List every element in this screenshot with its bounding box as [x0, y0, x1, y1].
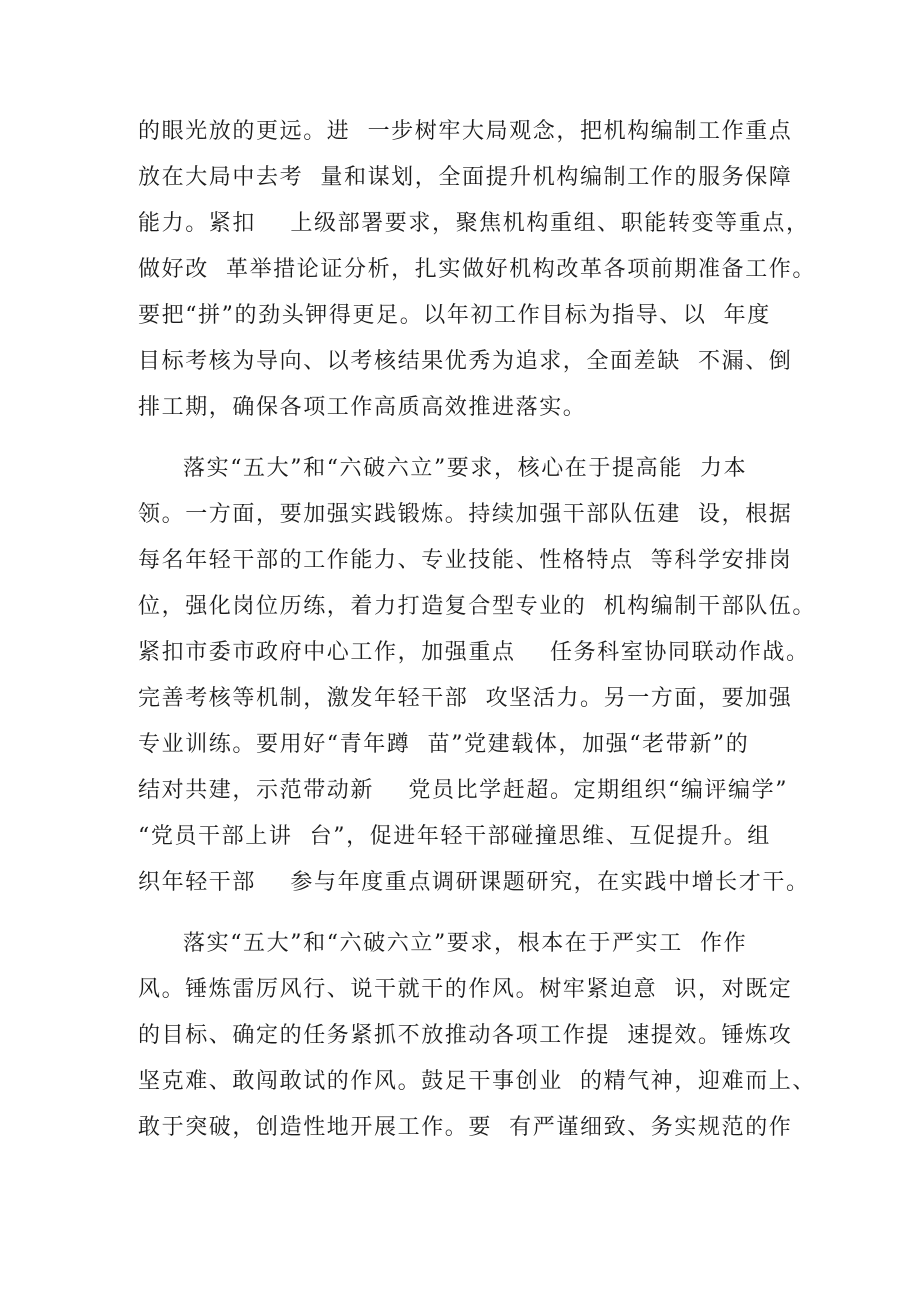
paragraph-1-line-4: 做好改 革举措论证分析，扎实做好机构改革各项前期准备工作。	[138, 257, 816, 282]
paragraph-3-line-4: 坚克难、敢闯敢试的作风。鼓足干事创业 的精气神，迎难而上、	[138, 1069, 816, 1094]
paragraph-2-line-6: 完善考核等机制，激发年轻干部 攻坚活力。另一方面，要加强	[138, 686, 793, 711]
paragraph-3-line-2: 风。锤炼雷厉风行、说干就干的作风。树牢紧迫意 识，对既定	[138, 977, 793, 1002]
paragraph-1-line-1: 的眼光放的更远。进 一步树牢大局观念，把机构编制工作重点	[138, 119, 793, 144]
paragraph-2-line-1: 落实“五大”和“六破六立”要求，核心在于提高能 力本	[183, 456, 748, 481]
paragraph-2-line-9: “党员干部上讲 台”，促进年轻干部碰撞思维、互促提升。组	[138, 824, 771, 849]
paragraph-1-line-2: 放在大局中去考 量和谋划，全面提升机构编制工作的服务保障	[138, 165, 793, 190]
paragraph-1-line-3: 能力。紧扣 上级部署要求，聚焦机构重组、职能转变等重点，	[138, 211, 810, 236]
paragraph-1-line-7: 排工期，确保各项工作高质高效推进落实。	[138, 395, 587, 420]
paragraph-2-line-3: 每名年轻干部的工作能力、专业技能、性格特点 等科学安排岗	[138, 548, 793, 573]
paragraph-1-line-5: 要把“拼”的劲头钾得更足。以年初工作目标为指导、以 年度	[138, 303, 771, 328]
paragraph-3-line-1: 落实“五大”和“六破六立”要求，根本在于严实工 作作	[183, 931, 748, 956]
paragraph-2-line-4: 位，强化岗位历练，着力打造复合型专业的 机构编制干部队伍。	[138, 594, 816, 619]
paragraph-2-line-7: 专业训练。要用好“青年蹲 苗”党建载体，加强“老带新”的	[138, 732, 750, 757]
paragraph-3-line-5: 敢于突破，创造性地开展工作。要 有严谨细致、务实规范的作	[138, 1115, 793, 1140]
paragraph-2-line-5: 紧扣市委市政府中心工作，加强重点 任务科室协同联动作战。	[138, 640, 810, 665]
paragraph-3-line-3: 的目标、确定的任务紧抓不放推动各项工作提 速提效。锤炼攻	[138, 1023, 793, 1048]
paragraph-2-line-10: 织年轻干部 参与年度重点调研课题研究，在实践中增长才干。	[138, 870, 810, 895]
paragraph-2-line-8: 结对共建，示范带动新 党员比学赶超。定期组织“编评编学”	[138, 778, 789, 803]
paragraph-1-line-6: 目标考核为导向、以考核结果优秀为追求，全面差缺 不漏、倒	[138, 349, 793, 374]
paragraph-2-line-2: 领。一方面，要加强实践锻炼。持续加强干部队伍建 设，根据	[138, 502, 793, 527]
